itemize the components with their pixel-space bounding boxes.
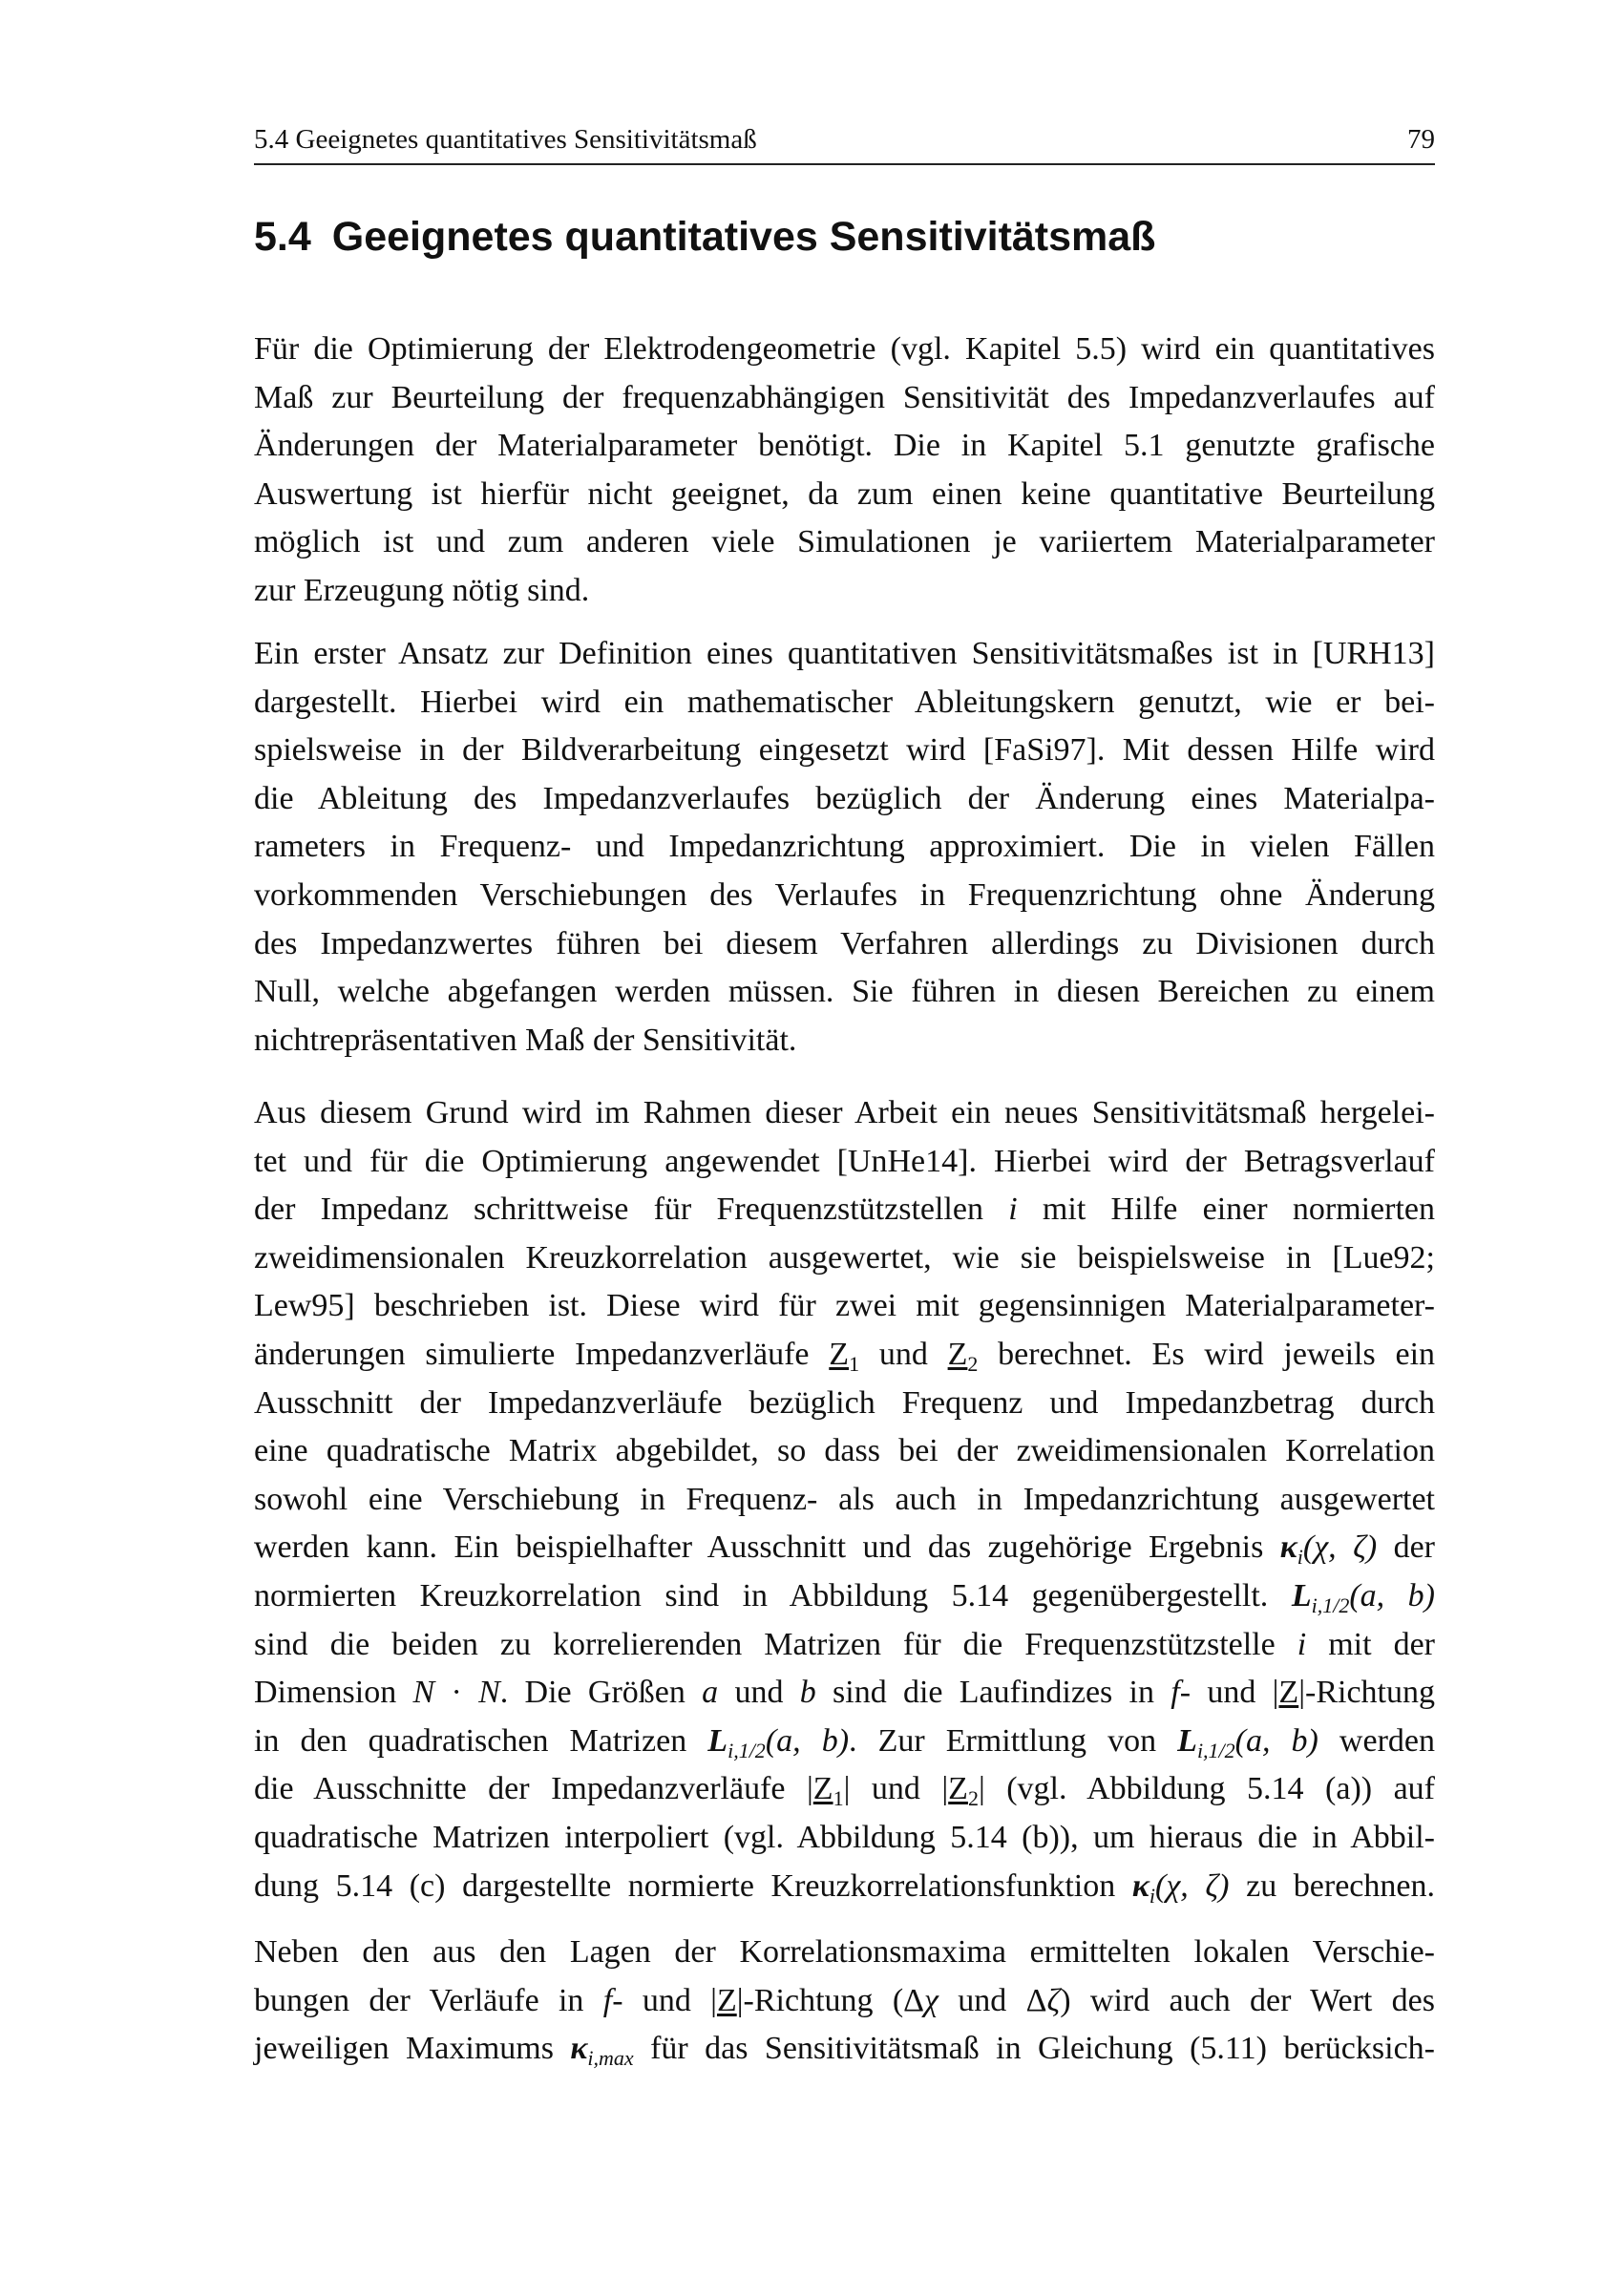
text-segment: Lew95] beschrieben ist. Diese wird für zwei mit gegensinnigen Materialparameter- — [254, 1288, 1435, 1324]
math-segment: f — [1171, 1675, 1180, 1711]
text-line — [254, 679, 1435, 728]
math-segment: ζ — [1046, 1982, 1061, 2018]
text-segment: in den quadratischen Matrizen — [254, 1722, 708, 1759]
text-line — [254, 1331, 1435, 1380]
text-line — [254, 1718, 1435, 1766]
text-line — [254, 1089, 1435, 1138]
math-segment: i — [1008, 1192, 1018, 1228]
text-segment: zweidimensionalen Kreuzkorrelation ausgewertet, wie sie beispielsweise in [Lue92; — [254, 1239, 1435, 1276]
text-segment: vorkommenden Verschiebungen des Verlaufes in Frequenzrichtung ohne Änderung — [254, 876, 1435, 913]
text-line — [254, 1138, 1435, 1187]
math-segment: i,max — [587, 2046, 634, 2071]
text-segment: werden — [1318, 1722, 1435, 1759]
math-segment: (a, b) — [1349, 1577, 1435, 1614]
text-line — [254, 823, 1435, 872]
text-segment: Änderungen der Materialparameter benötigt. Die in Kapitel 5.1 genutzte grafische — [254, 428, 1435, 464]
text-segment: tet und für die Optimierung angewendet [UnHe14]. Hierbei wird der Betragsverlauf — [254, 1143, 1435, 1179]
text-line — [254, 1186, 1435, 1234]
math-segment: (χ, ζ) — [1155, 1867, 1230, 1904]
math-segment: i,1/2 — [1196, 1738, 1235, 1762]
math-segment: 1 — [833, 1786, 844, 1811]
text-line — [254, 326, 1435, 374]
math-segment: N — [478, 1675, 500, 1711]
math-segment: Z — [1278, 1675, 1299, 1711]
text-segment: der Impedanz schrittweise für Frequenzstützstellen — [254, 1192, 1009, 1228]
running-header-section: 5.4 Geeignetes quantitatives Sensitivitätsmaß — [254, 124, 757, 155]
text-segment: möglich ist und zum anderen viele Simulationen je variiertem Materialparameter — [254, 524, 1435, 560]
text-segment: Für die Optimierung der Elektrodengeometrie (vgl. Kapitel 5.5) wird ein quantitatives — [254, 331, 1435, 367]
math-segment: L — [707, 1722, 728, 1759]
text-line — [254, 1765, 1435, 1814]
text-segment: zu berechnen. — [1229, 1867, 1435, 1904]
math-segment: i,1/2 — [728, 1738, 766, 1762]
text-segment: |-Richtung — [1298, 1675, 1435, 1711]
text-segment: der — [1377, 1529, 1435, 1566]
text-segment: jeweiligen Maximums — [254, 2031, 571, 2067]
math-segment: Z — [829, 1336, 850, 1372]
math-segment: i — [1149, 1883, 1155, 1908]
text-segment: Null, welche abgefangen werden müssen. Sie führen in diesen Bereichen zu einem — [254, 974, 1435, 1010]
math-segment: 2 — [967, 1351, 979, 1376]
text-segment: des Impedanzwertes führen bei diesem Verfahren allerdings zu Divisionen durch — [254, 925, 1435, 961]
math-segment: κ — [570, 2031, 588, 2067]
text-segment: für das Sensitivitätsmaß in Gleichung (5.11) berücksich- — [633, 2031, 1435, 2067]
text-line — [254, 374, 1435, 423]
text-line — [254, 1282, 1435, 1331]
text-segment: | und | — [843, 1771, 949, 1807]
text-segment: sowohl eine Verschiebung in Frequenz- als auch in Impedanzrichtung ausgewertet — [254, 1481, 1435, 1517]
text-segment: und — [718, 1675, 800, 1711]
text-line — [254, 1977, 1435, 2026]
math-segment: N — [412, 1675, 435, 1711]
math-segment: L — [1177, 1722, 1197, 1759]
text-line — [254, 1017, 1435, 1065]
text-segment: dung 5.14 (c) dargestellte normierte Kreuzkorrelationsfunktion — [254, 1867, 1132, 1904]
math-segment: (a, b) — [1234, 1722, 1318, 1759]
math-segment: (χ, ζ) — [1302, 1529, 1378, 1566]
text-line — [254, 630, 1435, 679]
text-line — [254, 775, 1435, 824]
text-segment: eine quadratische Matrix abgebildet, so dass bei der zweidimensionalen Korrelation — [254, 1433, 1435, 1469]
text-segment: und — [859, 1336, 948, 1372]
text-line — [254, 1572, 1435, 1621]
text-segment: sind die Laufindizes in — [815, 1675, 1171, 1711]
math-segment: a — [702, 1675, 719, 1711]
paragraph-3 — [254, 1089, 1435, 1910]
section-number: 5.4 — [254, 214, 311, 260]
text-segment: | (vgl. Abbildung 5.14 (a)) auf — [978, 1771, 1435, 1807]
math-segment: Z — [948, 1771, 968, 1807]
text-segment: . Zur Ermittlung von — [849, 1722, 1178, 1759]
section-title-text: Geeignetes quantitatives Sensitivitätsmaß — [331, 214, 1156, 260]
text-line — [254, 1929, 1435, 1977]
section-title — [254, 210, 1155, 264]
running-header — [254, 120, 1435, 158]
text-segment: berechnet. Es wird jeweils ein — [978, 1336, 1436, 1372]
math-segment: f — [602, 1982, 613, 2018]
math-segment: 2 — [967, 1786, 979, 1811]
text-segment: normierten Kreuzkorrelation sind in Abbildung 5.14 gegenübergestellt. — [254, 1577, 1292, 1614]
text-segment: mit Hilfe einer normierten — [1017, 1192, 1435, 1228]
text-segment: dargestellt. Hierbei wird ein mathematischer Ableitungskern genutzt, wie er bei- — [254, 684, 1435, 720]
math-segment: i,1/2 — [1311, 1592, 1350, 1617]
text-segment: nichtrepräsentativen Maß der Sensitivität. — [254, 1022, 797, 1058]
text-segment: ) wird auch der Wert des — [1060, 1982, 1435, 2018]
math-segment: Z — [812, 1771, 833, 1807]
math-segment: L — [1291, 1577, 1312, 1614]
text-line — [254, 1814, 1435, 1863]
text-segment: mit der — [1306, 1626, 1435, 1662]
text-line — [254, 1380, 1435, 1428]
paragraph-4 — [254, 1929, 1435, 2074]
math-segment: i — [1297, 1545, 1303, 1570]
text-segment: rameters in Frequenz- und Impedanzrichtung approximiert. Die in vielen Fällen — [254, 829, 1435, 865]
math-segment: κ — [1131, 1867, 1149, 1904]
text-segment: werden kann. Ein beispielhafter Ausschnitt und das zugehörige Ergebnis — [254, 1529, 1280, 1566]
text-line — [254, 1524, 1435, 1572]
text-line — [254, 1427, 1435, 1476]
text-segment: . Die Größen — [499, 1675, 703, 1711]
text-line — [254, 2025, 1435, 2074]
math-segment: b — [799, 1675, 816, 1711]
math-segment: Z — [947, 1336, 968, 1372]
text-segment: Ein erster Ansatz zur Definition eines quantitativen Sensitivitätsmaßes ist in [URH13] — [254, 636, 1435, 671]
math-segment: i — [1297, 1626, 1307, 1662]
text-line — [254, 727, 1435, 775]
text-segment: Auswertung ist hierfür nicht geeignet, da zum einen keine quantitative Beurteilung — [254, 475, 1435, 512]
math-segment: κ — [1279, 1529, 1297, 1566]
text-segment: |-Richtung (Δ — [736, 1982, 925, 2018]
text-segment: Neben den aus den Lagen der Korrelationsmaxima ermittelten lokalen Verschie- — [254, 1934, 1435, 1970]
text-line — [254, 1621, 1435, 1670]
text-line — [254, 518, 1435, 567]
text-segment: sind die beiden zu korrelierenden Matrizen für die Frequenzstützstelle — [254, 1626, 1297, 1662]
text-segment: Maß zur Beurteilung der frequenzabhängigen Sensitivität des Impedanzverlaufes auf — [254, 379, 1435, 415]
page-number: 79 — [1407, 124, 1435, 155]
math-segment: 1 — [849, 1351, 860, 1376]
text-segment: quadratische Matrizen interpoliert (vgl. Abbildung 5.14 (b)), um hieraus die in Abbil- — [254, 1819, 1435, 1855]
text-line — [254, 471, 1435, 519]
text-line — [254, 1234, 1435, 1283]
text-segment: änderungen simulierte Impedanzverläufe — [254, 1336, 830, 1372]
text-line — [254, 567, 1435, 616]
text-segment: die Ableitung des Impedanzverlaufes bezüglich der Änderung eines Materialpa- — [254, 780, 1435, 816]
text-line — [254, 872, 1435, 920]
text-segment: Dimension — [254, 1675, 413, 1711]
math-segment: (a, b) — [765, 1722, 850, 1759]
text-segment: spielsweise in der Bildverarbeitung eingesetzt wird [FaSi97]. Mit dessen Hilfe wird — [254, 732, 1435, 769]
math-segment: Z — [716, 1982, 737, 2018]
text-segment: - und | — [1179, 1675, 1279, 1711]
text-line — [254, 1476, 1435, 1525]
header-rule — [254, 163, 1435, 165]
paragraph-1 — [254, 326, 1435, 616]
math-segment: χ — [924, 1982, 939, 2018]
text-segment: Ausschnitt der Impedanzverläufe bezüglich Frequenz und Impedanzbetrag durch — [254, 1384, 1435, 1421]
text-segment: und Δ — [939, 1982, 1047, 2018]
text-line — [254, 920, 1435, 969]
text-segment: · — [434, 1675, 479, 1711]
text-line — [254, 1669, 1435, 1718]
paragraph-2 — [254, 630, 1435, 1065]
text-segment: - und | — [612, 1982, 717, 2018]
text-segment: Aus diesem Grund wird im Rahmen dieser Arbeit ein neues Sensitivitätsmaß hergelei- — [254, 1095, 1435, 1130]
text-segment: zur Erzeugung nötig sind. — [254, 572, 590, 608]
text-line — [254, 422, 1435, 471]
text-line — [254, 1863, 1435, 1911]
text-segment: die Ausschnitte der Impedanzverläufe | — [254, 1771, 813, 1807]
text-line — [254, 968, 1435, 1017]
text-segment: bungen der Verläufe in — [254, 1982, 603, 2018]
